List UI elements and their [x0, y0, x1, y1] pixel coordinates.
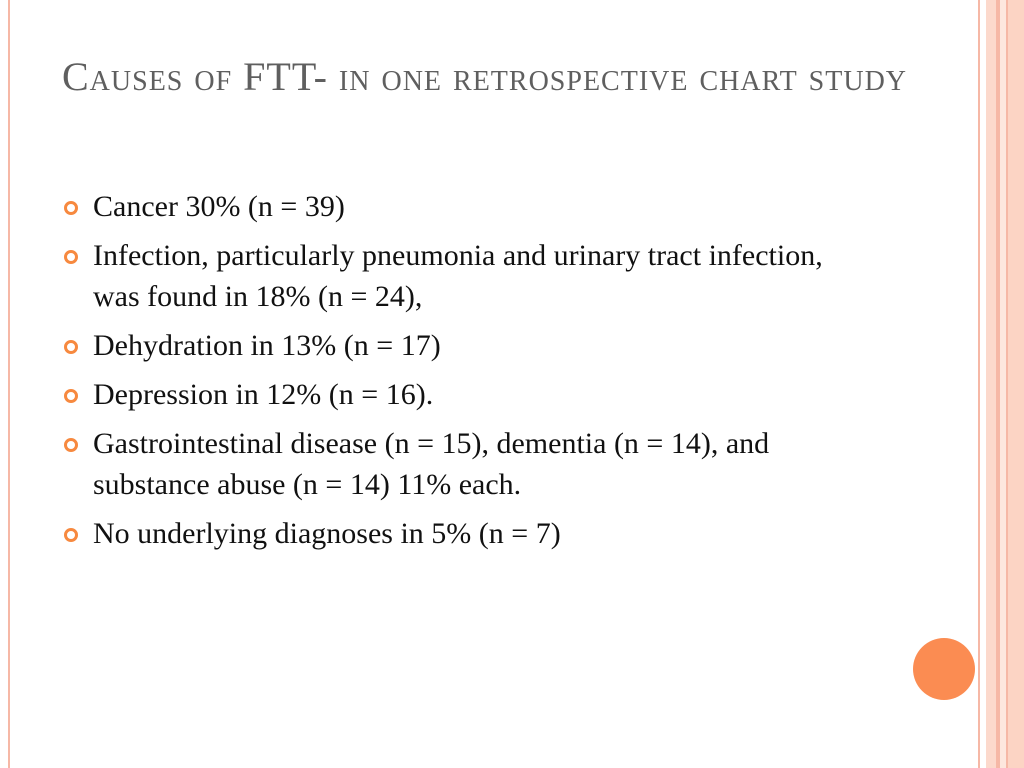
- orange-circle-decoration: [913, 638, 975, 700]
- bullet-item: [62, 235, 862, 317]
- circle-bullet-icon: [64, 528, 78, 542]
- bullet-text: No underlying diagnoses in 5% (n = 7): [93, 517, 561, 550]
- bullet-text: Depression in 12% (n = 16).: [93, 378, 434, 411]
- circle-bullet-icon: [64, 340, 78, 354]
- bullet-list: [62, 186, 862, 562]
- right-stripes-decoration: [978, 0, 1024, 768]
- stripe: [1008, 0, 1024, 768]
- slide-title: Causes of FTT- in one retrospective chart study: [62, 54, 908, 99]
- bullet-item: [62, 374, 862, 415]
- bullet-text: Infection, particularly pneumonia and urinary tract infection, was found in 18% (n = 24),: [93, 239, 823, 313]
- bullet-item: [62, 513, 862, 554]
- bullet-item: [62, 423, 862, 505]
- bullet-text: Gastrointestinal disease (n = 15), dementia (n = 14), and substance abuse (n = 14) 11% each.: [93, 427, 770, 501]
- bullet-item: [62, 325, 862, 366]
- circle-bullet-icon: [64, 389, 78, 403]
- bullet-text: Cancer 30% (n = 39): [93, 190, 345, 223]
- stripe: [986, 0, 996, 768]
- stripe: [978, 0, 980, 768]
- circle-bullet-icon: [64, 250, 78, 264]
- bullet-text: Dehydration in 13% (n = 17): [93, 329, 441, 362]
- left-border-decoration: [8, 0, 10, 768]
- circle-bullet-icon: [64, 201, 78, 215]
- bullet-item: [62, 186, 862, 227]
- circle-bullet-icon: [64, 438, 78, 452]
